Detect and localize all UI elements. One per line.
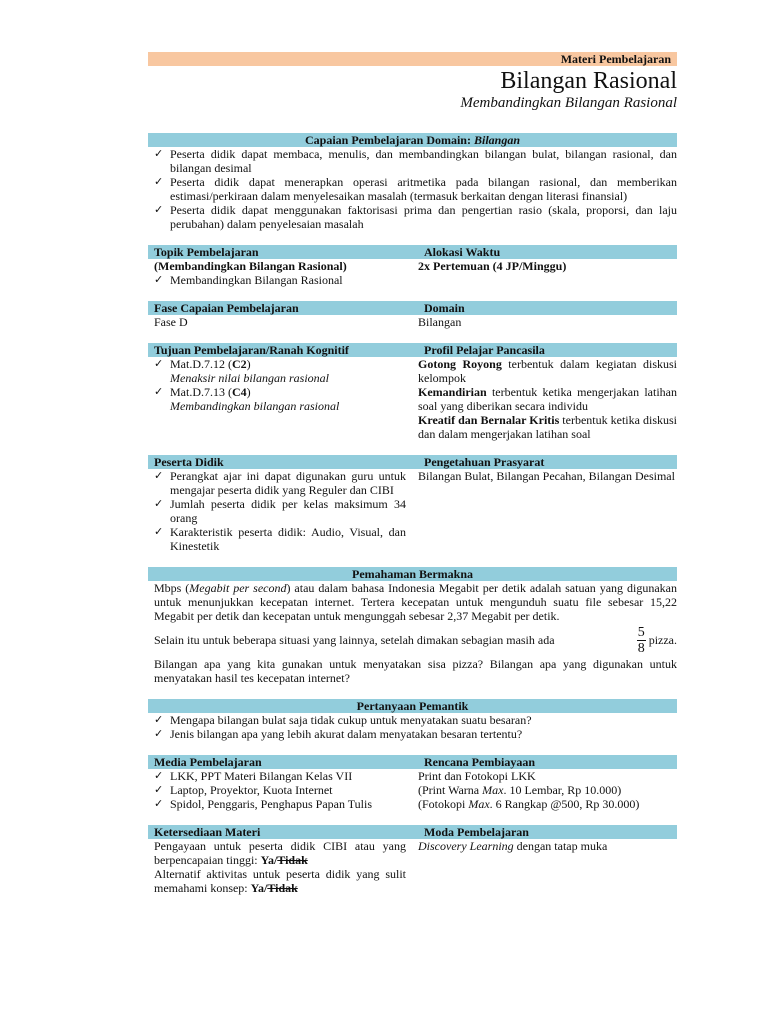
tujuan-row bbox=[148, 357, 677, 441]
profil-item: Kemandirian terbentuk ketika mengerjakan latihan soal yang diberikan secara individu bbox=[418, 385, 677, 413]
ketersediaan-alternatif: Alternatif aktivitas untuk peserta didik yang sulit memahami konsep: Ya/Tidak bbox=[154, 867, 406, 895]
check-icon: ✓ bbox=[154, 769, 164, 782]
ketersediaan-pengayaan: Pengayaan untuk peserta didik CIBI atau yang berpencapaian tinggi: Ya/Tidak bbox=[154, 839, 406, 867]
media-item: ✓ Spidol, Penggaris, Penghapus Papan Tulis bbox=[148, 797, 406, 811]
media-item: ✓ LKK, PPT Materi Bilangan Kelas VII bbox=[148, 769, 406, 783]
check-icon: ✓ bbox=[154, 783, 164, 796]
profil-item: Kreatif dan Bernalar Kritis terbentuk ketika diskusi dan dalam mengerjakan latihan soal bbox=[418, 413, 677, 441]
peserta-row: ✓ Perangkat ajar ini dapat digunakan guru untuk mengajar peserta didik yang Reguler dan CIBI ✓ Jumlah peserta didik per kelas maksimum 34 orang ✓ Karakteristik peserta didik: Audio, Visual, dan Kinestetik Bilangan Bulat, Bilangan Pecahan, Bilangan Desimal bbox=[148, 469, 677, 553]
fase-heading-row: Fase Capaian Pembelajaran Domain bbox=[148, 301, 677, 315]
check-icon: ✓ bbox=[154, 147, 164, 160]
capaian-heading: Capaian Pembelajaran Domain: Bilangan bbox=[148, 133, 677, 147]
peserta-item: ✓ Karakteristik peserta didik: Audio, Visual, dan Kinestetik bbox=[148, 525, 406, 553]
page-subtitle: Membandingkan Bilangan Rasional bbox=[460, 95, 677, 111]
check-icon: ✓ bbox=[154, 273, 164, 286]
pemahaman-paragraph: Mbps (Megabit per second) atau dalam bahasa Indonesia Megabit per detik adalah satuan yang digunakan untuk menunjukkan kecepatan internet. Tertera kecepatan untuk mengunduh suatu file sebesar 15,22 Megabit per detik dan kecepatan untuk mengunggah sebesar 2,37 Megabit per detik. bbox=[154, 581, 677, 623]
check-icon: ✓ bbox=[154, 525, 164, 538]
tujuan-item: ✓ Mat.D.7.12 (C2) Menaksir nilai bilangan rasional bbox=[148, 357, 406, 385]
check-icon: ✓ bbox=[154, 497, 164, 510]
ketersediaan-heading-row: Ketersediaan Materi Moda Pembelajaran bbox=[148, 825, 677, 839]
tujuan-heading-row: Tujuan Pembelajaran/Ranah Kognitif Profil Pelajar Pancasila bbox=[148, 343, 677, 357]
check-icon: ✓ bbox=[154, 713, 164, 726]
pertanyaan-item: ✓ Mengapa bilangan bulat saja tidak cukup untuk menyatakan suatu besaran? bbox=[148, 713, 677, 727]
media-row: ✓ LKK, PPT Materi Bilangan Kelas VII ✓ Laptop, Proyektor, Kuota Internet ✓ Spidol, Penggaris, Penghapus Papan Tulis Print dan Fotokopi LKK (Print Warna Max. 10 Lembar, Rp 10.000) (Fotokopi Max. 6 Rangkap @500, Rp 30.000) bbox=[148, 769, 677, 811]
topik-item: ✓ Membandingkan Bilangan Rasional bbox=[148, 273, 406, 287]
media-heading-row: Media Pembelajaran Rencana Pembiayaan bbox=[148, 755, 677, 769]
check-icon: ✓ bbox=[154, 203, 164, 216]
media-item: ✓ Laptop, Proyektor, Kuota Internet bbox=[148, 783, 406, 797]
check-icon: ✓ bbox=[154, 469, 164, 482]
ketersediaan-row: Pengayaan untuk peserta didik CIBI atau yang berpencapaian tinggi: Ya/Tidak Alternatif aktivitas untuk peserta didik yang sulit memahami konsep: Ya/Tidak Discovery Learning dengan tatap muka bbox=[154, 839, 608, 895]
materi-band: Materi Pembelajaran bbox=[148, 52, 677, 66]
check-icon: ✓ bbox=[154, 385, 164, 398]
pertanyaan-heading: Pertanyaan Pemantik bbox=[148, 699, 677, 713]
peserta-item: ✓ Jumlah peserta didik per kelas maksimum 34 orang bbox=[148, 497, 406, 525]
pemahaman-paragraph: Bilangan apa yang kita gunakan untuk menyatakan sisa pizza? Bilangan apa yang digunakan untuk menyatakan hasil tes kecepatan internet? bbox=[154, 657, 677, 685]
topik-heading-row: Topik Pembelajaran Alokasi Waktu bbox=[148, 245, 677, 259]
pertanyaan-item: ✓ Jenis bilangan apa yang lebih akurat dalam menyatakan besaran tertentu? bbox=[148, 727, 677, 741]
profil-item: Gotong Royong terbentuk dalam kegiatan diskusi kelompok bbox=[418, 357, 678, 385]
tujuan-item: ✓ Mat.D.7.13 (C4) Membandingkan bilangan rasional bbox=[148, 385, 406, 413]
pemahaman-paragraph: Selain itu untuk beberapa situasi yang lainnya, setelah dimakan sebagian masih ada $\frac{5}{8}$ pizza. bbox=[154, 624, 677, 656]
fase-row: Fase D Bilangan bbox=[154, 315, 462, 329]
pemahaman-heading: Pemahaman Bermakna bbox=[148, 567, 677, 581]
capaian-item: ✓ Peserta didik dapat menerapkan operasi aritmetika pada bilangan rasional, dan memberikan estimasi/perkiraan dalam menyelesaikan masalah (termasuk berkaitan dengan literasi finansial) bbox=[148, 175, 677, 203]
capaian-item: ✓ Peserta didik dapat menggunakan faktorisasi prima dan pengertian rasio (skala, proporsi, dan laju perubahan) dalam penyelesaian masalah bbox=[148, 203, 677, 231]
topik-row: (Membandingkan Bilangan Rasional) ✓ Membandingkan Bilangan Rasional 2x Pertemuan (4 JP/Minggu) bbox=[148, 259, 677, 287]
check-icon: ✓ bbox=[154, 357, 164, 370]
check-icon: ✓ bbox=[154, 797, 164, 810]
peserta-item: ✓ Perangkat ajar ini dapat digunakan guru untuk mengajar peserta didik yang Reguler dan CIBI bbox=[148, 469, 406, 497]
fraction: $\frac{5}{8}$ bbox=[637, 624, 645, 656]
check-icon: ✓ bbox=[154, 727, 164, 740]
page-title: Bilangan Rasional bbox=[500, 68, 677, 94]
capaian-item: ✓ Peserta didik dapat membaca, menulis, dan membandingkan bilangan bulat, bilangan rasional, dan bilangan desimal bbox=[148, 147, 677, 175]
peserta-heading-row: Peserta Didik Pengetahuan Prasyarat bbox=[148, 455, 677, 469]
document-content bbox=[148, 52, 677, 895]
check-icon: ✓ bbox=[154, 175, 164, 188]
